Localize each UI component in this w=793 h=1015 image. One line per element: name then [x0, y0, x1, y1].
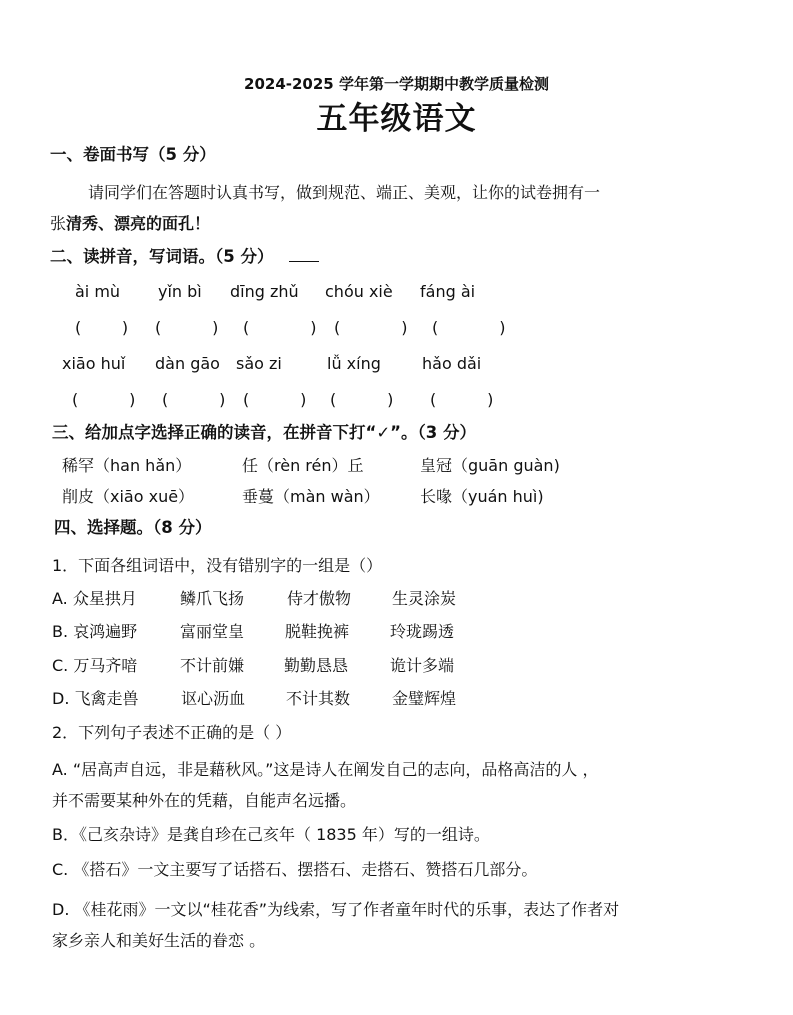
answer-bracket[interactable]: ( ) [72, 390, 136, 409]
q1-option-d[interactable]: D. 飞禽走兽 [52, 689, 139, 708]
reading-item[interactable]: 长喙（yuán huì) [420, 487, 544, 506]
section2-blank-line [289, 247, 319, 262]
q2-option-a-line1[interactable]: A. “居高声自远，非是藉秋风。”这是诗人在阐发自己的志向，品格高洁的人 ， [52, 760, 599, 779]
q1-option-c-word: 诡计多端 [390, 656, 455, 675]
q2-option-d-line2: 家乡亲人和美好生活的眷恋 。 [52, 931, 266, 950]
q1-option-d-word: 金璧辉煌 [392, 689, 457, 708]
reading-item[interactable]: 稀罕（han hǎn） [62, 456, 192, 475]
answer-bracket[interactable]: ( ) [155, 318, 219, 337]
pinyin-xiaohui: xiāo huǐ [62, 354, 126, 373]
answer-bracket[interactable]: ( ) [243, 390, 307, 409]
q1-option-a-word: 侍才傲物 [287, 589, 352, 608]
q2-option-c[interactable]: C. 《搭石》一文主要写了话搭石、摆搭石、走搭石、赞搭石几部分。 [52, 860, 538, 879]
reading-item[interactable]: 皇冠（guān guàn) [420, 456, 560, 475]
section2-heading [50, 243, 319, 267]
reading-item[interactable]: 垂蔓（màn wàn） [242, 487, 380, 506]
pinyin-haodai: hǎo dǎi [422, 354, 482, 373]
section1-para-line1: 请同学们在答题时认真书写，做到规范、端正、美观，让你的试卷拥有一 [88, 183, 601, 202]
section2-heading-text: 二、读拼音，写词语。（5 分） [50, 247, 274, 266]
answer-bracket[interactable]: ( ) [330, 390, 394, 409]
q1-option-b-word: 脱鞋挽裤 [285, 622, 350, 641]
exam-title: 五年级语文 [316, 101, 477, 137]
reading-item[interactable]: 任（rèn rén）丘 [242, 456, 364, 475]
answer-bracket[interactable]: ( ) [432, 318, 506, 337]
section3-heading: 三、给加点字选择正确的读音，在拼音下打“✓”。（3 分） [52, 423, 476, 442]
q2-option-d-line1[interactable]: D. 《桂花雨》一文以“桂花香”为线索，写了作者童年时代的乐事，表达了作者对 [52, 900, 620, 919]
q1-option-a-word: 生灵涂炭 [392, 589, 457, 608]
q1-option-b[interactable]: B. 哀鸿遍野 [52, 622, 138, 641]
q1-option-c-word: 不计前嫌 [180, 656, 245, 675]
section1-para-bold: 清秀、漂亮的面孔！ [66, 214, 211, 233]
q1-option-d-word: 讴心沥血 [181, 689, 246, 708]
q1-stem: 1．下面各组词语中，没有错别字的一组是（） [52, 556, 383, 575]
pinyin-yinbi: yǐn bì [158, 282, 202, 301]
section1-heading: 一、卷面书写（5 分） [50, 145, 216, 164]
q1-option-a[interactable]: A. 众星拱月 [52, 589, 137, 608]
q2-option-b[interactable]: B．《己亥杂诗》是龚自珍在己亥年（ 1835 年）写的一组诗。 [52, 825, 490, 844]
q2-option-a-line2: 并不需要某种外在的凭藉，自能声名远播。 [52, 791, 357, 810]
answer-bracket[interactable]: ( ) [75, 318, 129, 337]
answer-bracket[interactable]: ( ) [243, 318, 317, 337]
q2-stem: 2．下列句子表述不正确的是（ ） [52, 723, 292, 742]
q1-option-c[interactable]: C. 万马齐喑 [52, 656, 138, 675]
pinyin-lvxing: lǚ xíng [327, 354, 381, 373]
answer-bracket[interactable]: ( ) [430, 390, 494, 409]
section1-para-line2 [50, 211, 210, 234]
answer-bracket[interactable]: ( ) [334, 318, 408, 337]
pinyin-fangai: fáng ài [420, 282, 476, 301]
pinyin-dangao: dàn gāo [155, 354, 220, 373]
section4-heading: 四、选择题。（8 分） [54, 518, 212, 537]
q1-option-b-word: 富丽堂皇 [180, 622, 245, 641]
pinyin-chouxie: chóu xiè [325, 282, 393, 301]
exam-subtitle: 2024-2025 学年第一学期期中教学质量检测 [244, 75, 549, 93]
section1-para-prefix: 张 [50, 214, 67, 233]
pinyin-aimu: ài mù [75, 282, 121, 301]
q1-option-d-word: 不计其数 [286, 689, 351, 708]
answer-bracket[interactable]: ( ) [162, 390, 226, 409]
pinyin-dingzhu: dīng zhǔ [230, 282, 299, 301]
pinyin-saozi: sǎo zi [236, 354, 282, 373]
reading-item[interactable]: 削皮（xiāo xuē） [62, 487, 195, 506]
q1-option-a-word: 鳞爪飞扬 [180, 589, 245, 608]
q1-option-b-word: 玲珑踢透 [390, 622, 455, 641]
q1-option-c-word: 勤勤恳恳 [284, 656, 349, 675]
